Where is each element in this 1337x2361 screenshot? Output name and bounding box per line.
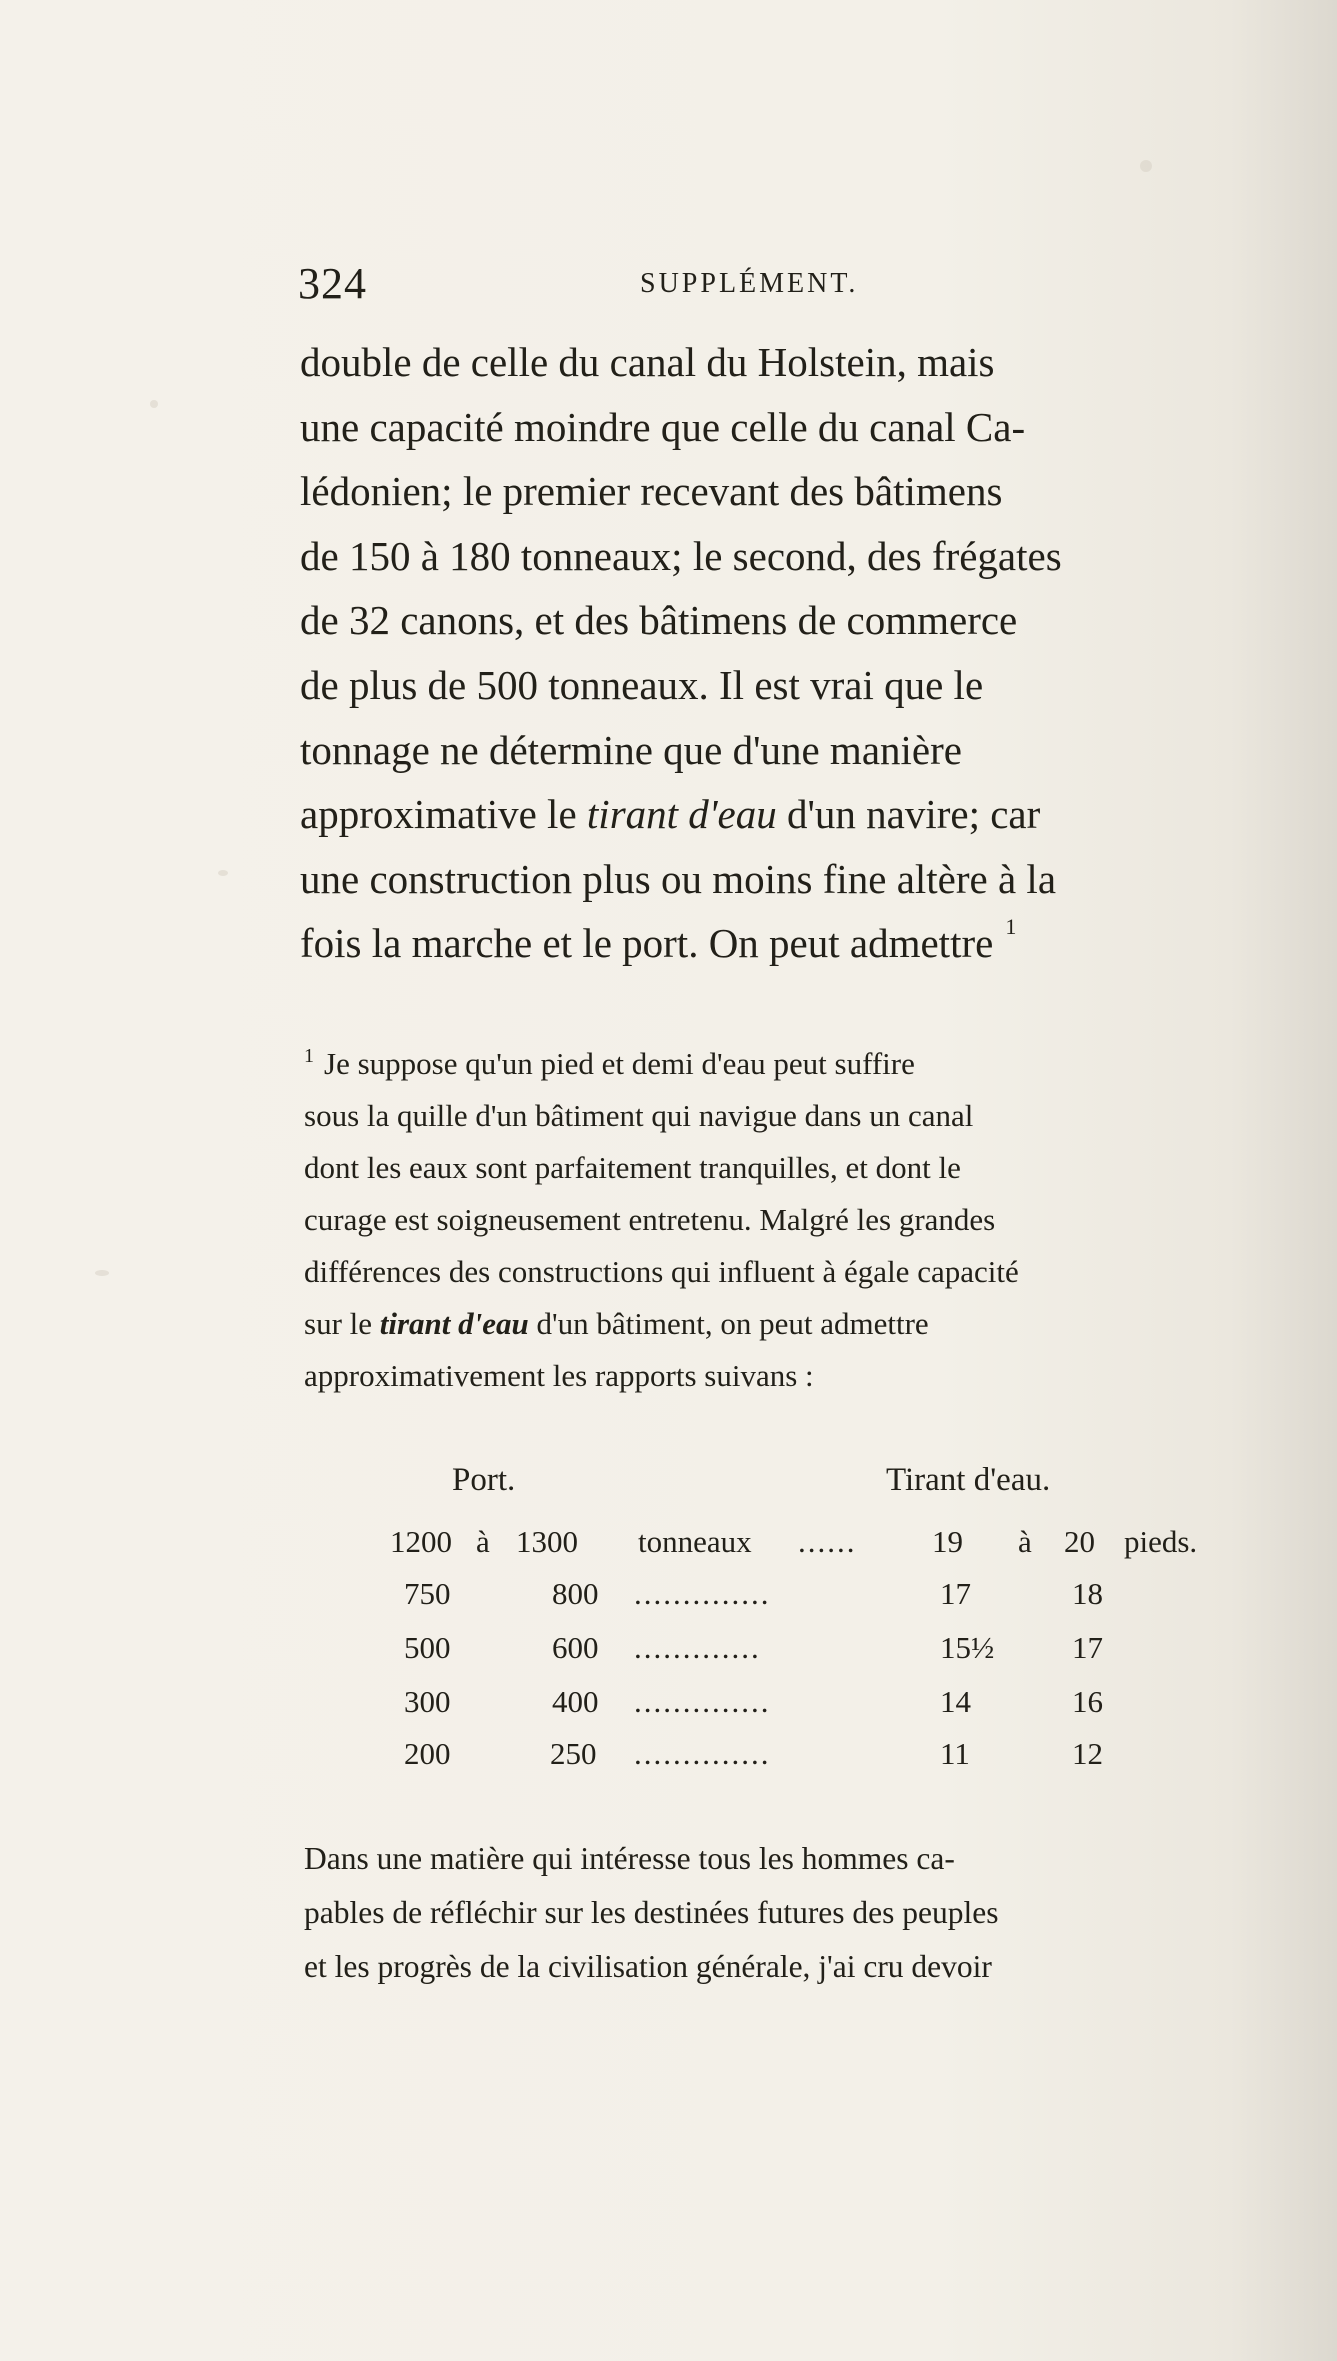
table-header-tirant: Tirant d'eau. bbox=[886, 1462, 1051, 1498]
text-line: une capacité moindre que celle du canal Ca- bbox=[300, 403, 1026, 450]
footnote-line: $^1$ Je suppose qu'un pied et demi d'eau peut suffire bbox=[304, 1045, 915, 1081]
page-header bbox=[298, 258, 1238, 318]
cell-sep: à bbox=[476, 1524, 490, 1559]
footnote-reference: 1 bbox=[1005, 914, 1017, 940]
cell-leader-dots: .............. bbox=[634, 1684, 771, 1719]
cell-unit: pieds. bbox=[1124, 1524, 1198, 1559]
text-line: pables de réfléchir sur les destinées futures des peuples bbox=[304, 1895, 999, 1930]
footnote-line: différences des constructions qui influent à égale capacité bbox=[304, 1254, 1019, 1289]
paper-stain bbox=[1140, 160, 1152, 172]
cell-port-to: 250 bbox=[550, 1736, 597, 1771]
table-row bbox=[304, 1576, 1244, 1626]
cell-port-from: 300 bbox=[404, 1684, 451, 1719]
closing-paragraph bbox=[304, 1832, 1238, 1994]
footnote-marker: 1 bbox=[304, 1045, 314, 1067]
paper-stain bbox=[95, 1270, 109, 1276]
text-line: de 32 canons, et des bâtimens de commerce bbox=[300, 597, 1018, 644]
cell-draught-min: 19 bbox=[932, 1524, 963, 1559]
cell-draught-max: 16 bbox=[1072, 1684, 1103, 1719]
table-row bbox=[304, 1684, 1244, 1734]
footnote bbox=[304, 1038, 1238, 1402]
running-head: SUPPLÉMENT. bbox=[640, 268, 859, 299]
paper-stain bbox=[150, 400, 158, 408]
text-line: lédonien; le premier recevant des bâtimens bbox=[300, 468, 1003, 515]
text-line: et les progrès de la civilisation générale, j'ai cru devoir bbox=[304, 1949, 992, 1984]
cell-draught-min: 17 bbox=[940, 1576, 971, 1611]
cell-unit: tonneaux bbox=[638, 1524, 752, 1559]
page-number: 324 bbox=[298, 259, 367, 308]
cell-port-to: 400 bbox=[552, 1684, 599, 1719]
cell-draught-max: 12 bbox=[1072, 1736, 1103, 1771]
cell-draught-min: 15½ bbox=[940, 1630, 995, 1665]
cell-port-from: 1200 bbox=[390, 1524, 452, 1559]
cell-port-from: 750 bbox=[404, 1576, 451, 1611]
cell-port-to: 1300 bbox=[516, 1524, 578, 1559]
table-row bbox=[304, 1736, 1244, 1786]
footnote-line: sous la quille d'un bâtiment qui navigue dans un canal bbox=[304, 1098, 974, 1133]
footnote-line: curage est soigneusement entretenu. Malgré les grandes bbox=[304, 1202, 996, 1237]
main-text bbox=[300, 330, 1240, 976]
table-row bbox=[304, 1524, 1244, 1574]
footnote-line: dont les eaux sont parfaitement tranquilles, et dont le bbox=[304, 1150, 961, 1185]
cell-leader-dots: .............. bbox=[634, 1736, 771, 1771]
cell-port-from: 500 bbox=[404, 1630, 451, 1665]
cell-leader-dots: .............. bbox=[634, 1576, 771, 1611]
cell-port-to: 800 bbox=[552, 1576, 599, 1611]
cell-sep: à bbox=[1018, 1524, 1032, 1559]
cell-draught-max: 17 bbox=[1072, 1630, 1103, 1665]
paper-stain bbox=[218, 870, 228, 876]
cell-leader-dots: ............. bbox=[634, 1630, 761, 1665]
cell-draught-max: 20 bbox=[1064, 1524, 1095, 1559]
table-header-port: Port. bbox=[452, 1462, 516, 1498]
table-row bbox=[304, 1630, 1244, 1680]
text-line: Dans une matière qui intéresse tous les hommes ca- bbox=[304, 1841, 955, 1876]
text-line: double de celle du canal du Holstein, mais bbox=[300, 339, 995, 385]
cell-port-to: 600 bbox=[552, 1630, 599, 1665]
cell-draught-max: 18 bbox=[1072, 1576, 1103, 1611]
text-line: tonnage ne détermine que d'une manière bbox=[300, 726, 962, 773]
italic-term: tirant d'eau bbox=[586, 791, 777, 838]
cell-leader-dots: ...... bbox=[798, 1524, 857, 1559]
text-line: de 150 à 180 tonneaux; le second, des frégates bbox=[300, 532, 1062, 579]
cell-draught-min: 11 bbox=[940, 1736, 970, 1771]
text-line: une construction plus ou moins fine altère à la bbox=[300, 855, 1057, 902]
cell-draught-min: 14 bbox=[940, 1684, 971, 1719]
text-line: approximative le tirant d'eau d'un navire; car bbox=[300, 791, 1041, 838]
italic-term: tirant d'eau bbox=[379, 1306, 529, 1341]
cell-port-from: 200 bbox=[404, 1736, 451, 1771]
text-line: de plus de 500 tonneaux. Il est vrai que le bbox=[300, 661, 984, 708]
text-line: fois la marche et le port. On peut admettre 1 bbox=[300, 911, 1240, 976]
footnote-line: sur le tirant d'eau d'un bâtiment, on peut admettre bbox=[304, 1306, 929, 1341]
footnote-line: approximativement les rapports suivans : bbox=[304, 1358, 814, 1393]
